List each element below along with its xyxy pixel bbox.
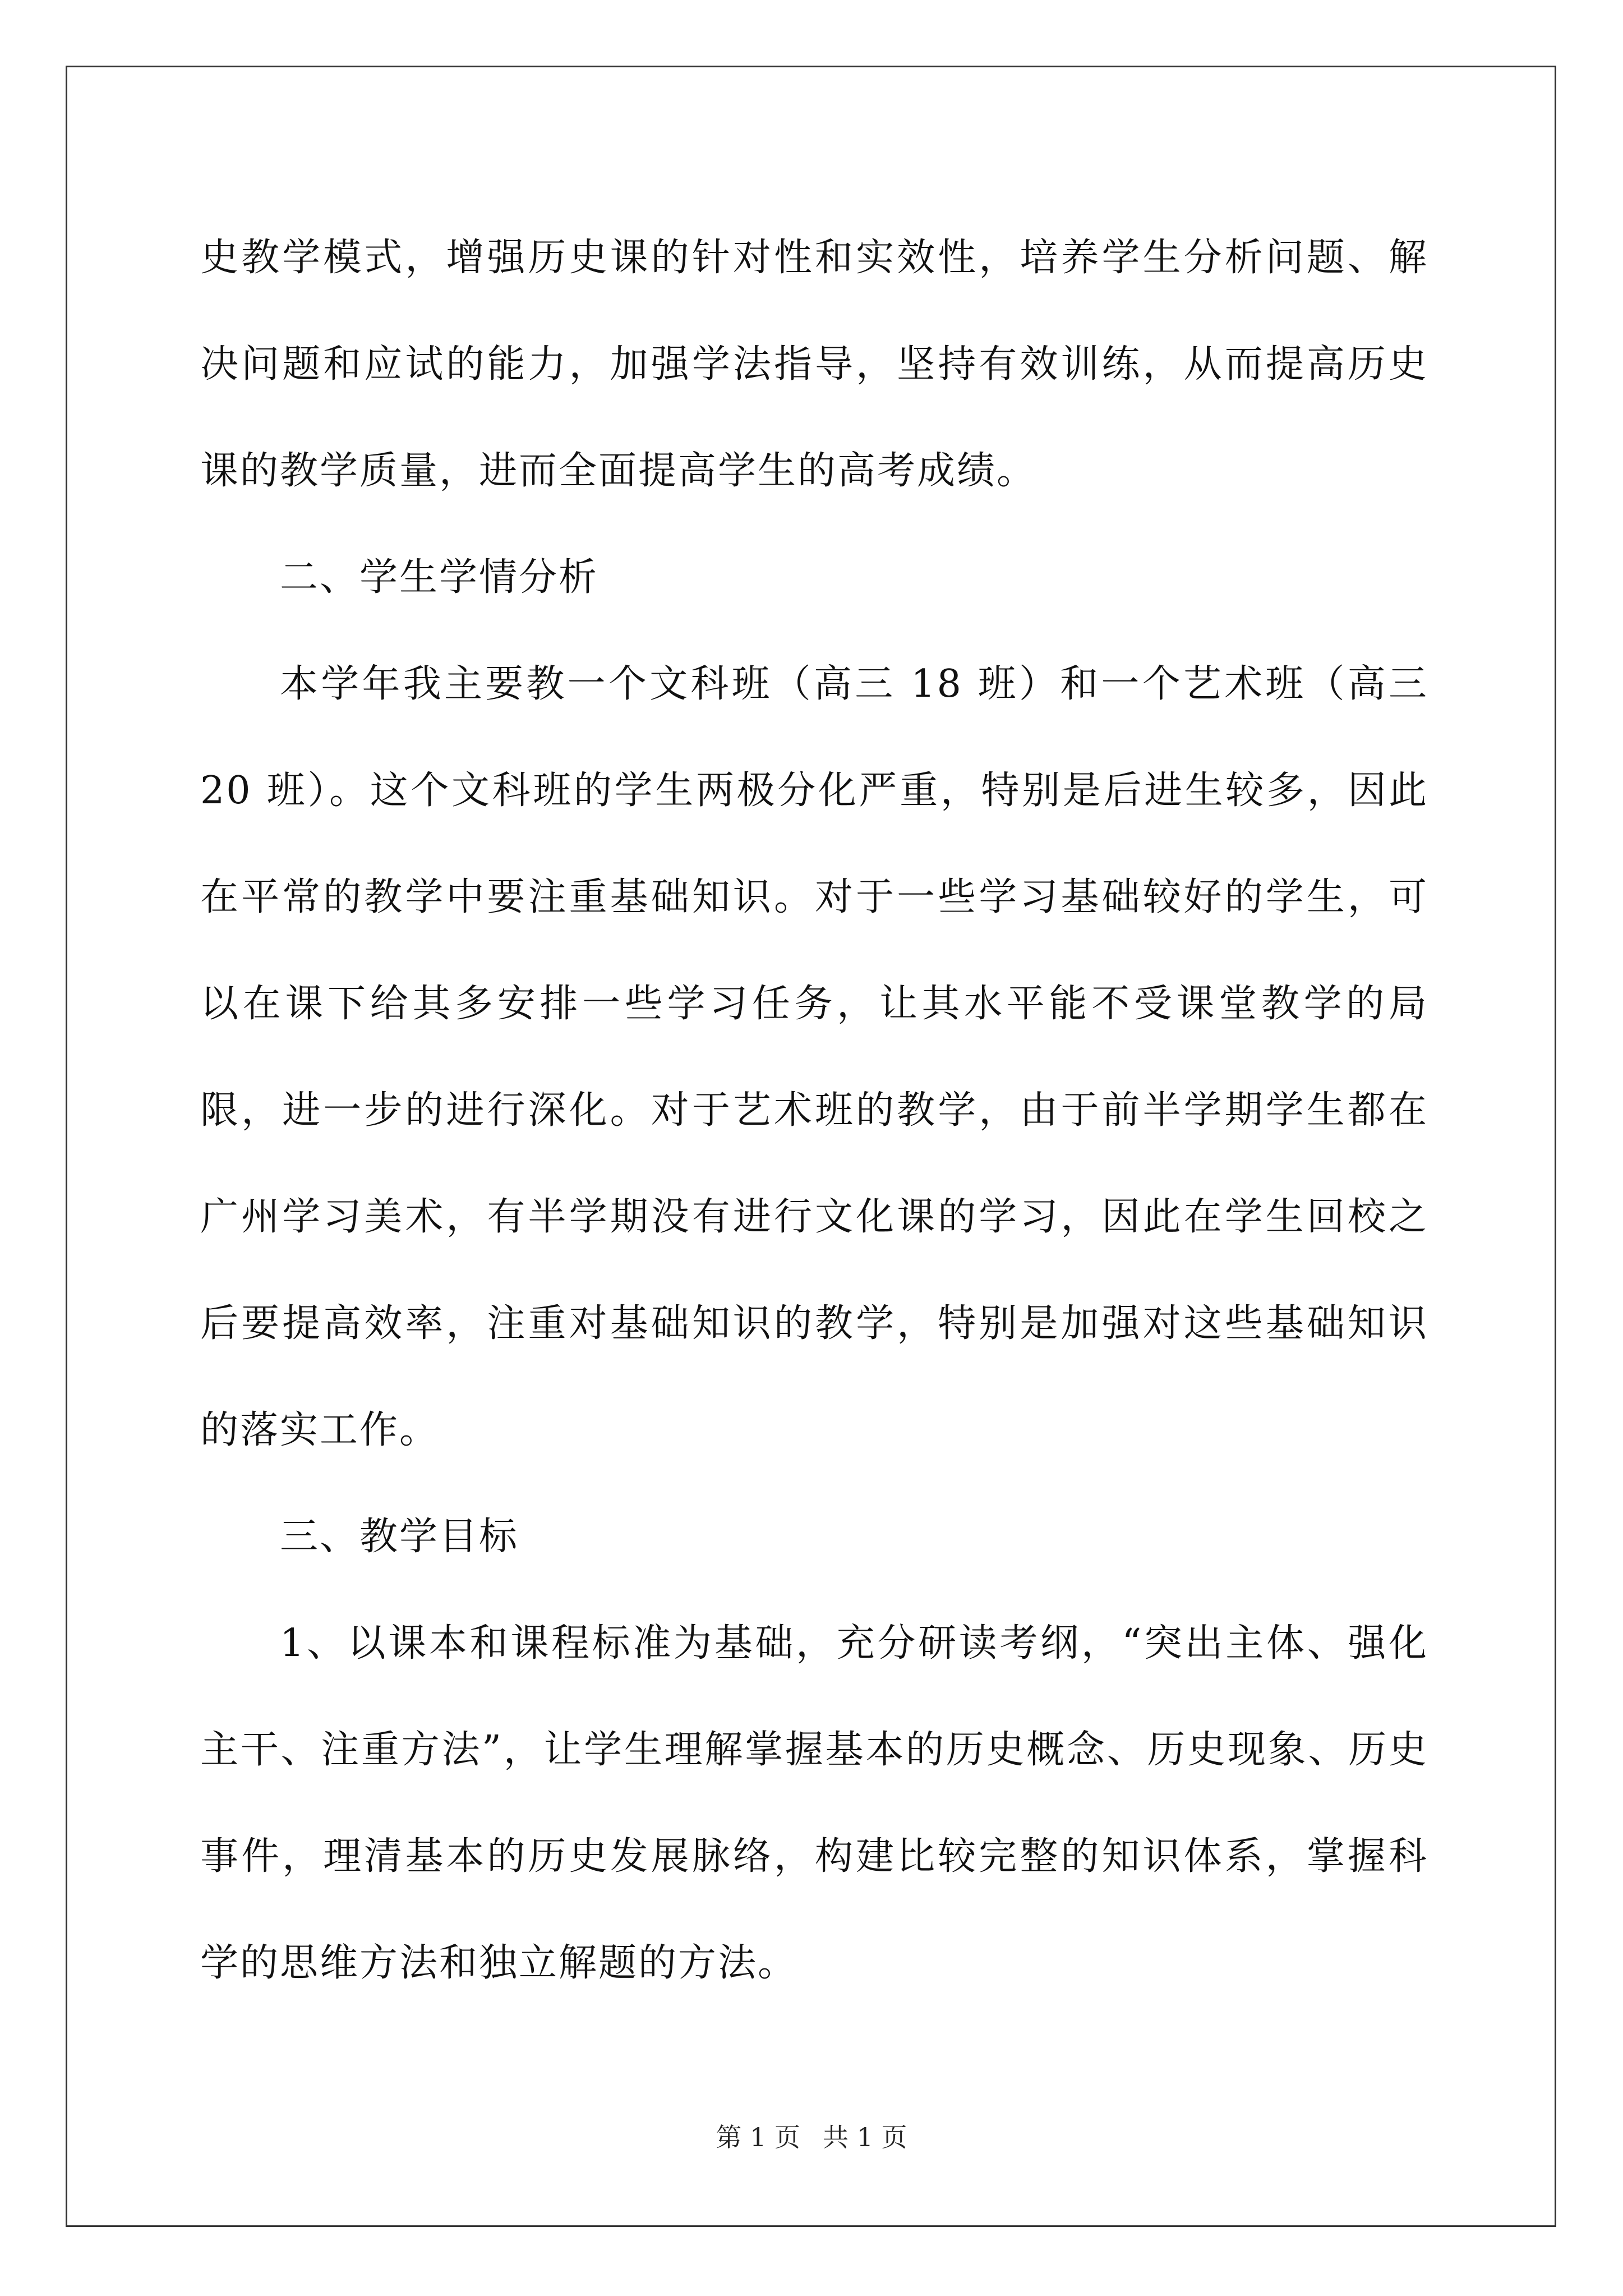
page-footer: [0, 2120, 1623, 2154]
heading-teaching-goals: 三、教学目标: [280, 1515, 519, 1559]
heading-student-analysis: 二、学生学情分析: [280, 555, 599, 600]
page-number: 第 1 页: [716, 2122, 800, 2152]
document-body: [200, 205, 1428, 2017]
paragraph-teaching-mode: 史教学模式，增强历史课的针对性和实效性，培养学生分析问题、解决问题和应试的能力，加强学法指导，坚持有效训练，从而提高历史课的教学质量，进而全面提高学生的高考成绩。: [200, 236, 1428, 493]
paragraph-goal-1: 1、以课本和课程标准为基础，充分研读考纲，“突出主体、强化主干、注重方法”，让学生理解掌握基本的历史概念、历史现象、历史事件，理清基本的历史发展脉络，构建比较完整的知识体系，掌握科学的思维方法和独立解题的方法。: [200, 1621, 1428, 1985]
paragraph-student-analysis: 本学年我主要教一个文科班（高三 18 班）和一个艺术班（高三 20 班）。这个文科班的学生两极分化严重，特别是后进生较多，因此在平常的教学中要注重基础知识。对于一些学习基础较好的学生，可以在课下给其多安排一些学习任务，让其水平能不受课堂教学的局限，进一步的进行深化。对于艺术班的教学，由于前半学期学生都在广州学习美术，有半学期没有进行文化课的学习，因此在学生回校之后要提高效率，注重对基础知识的教学，特别是加强对这些基础知识的落实工作。: [200, 662, 1428, 1452]
page-total: 共 1 页: [823, 2122, 907, 2152]
